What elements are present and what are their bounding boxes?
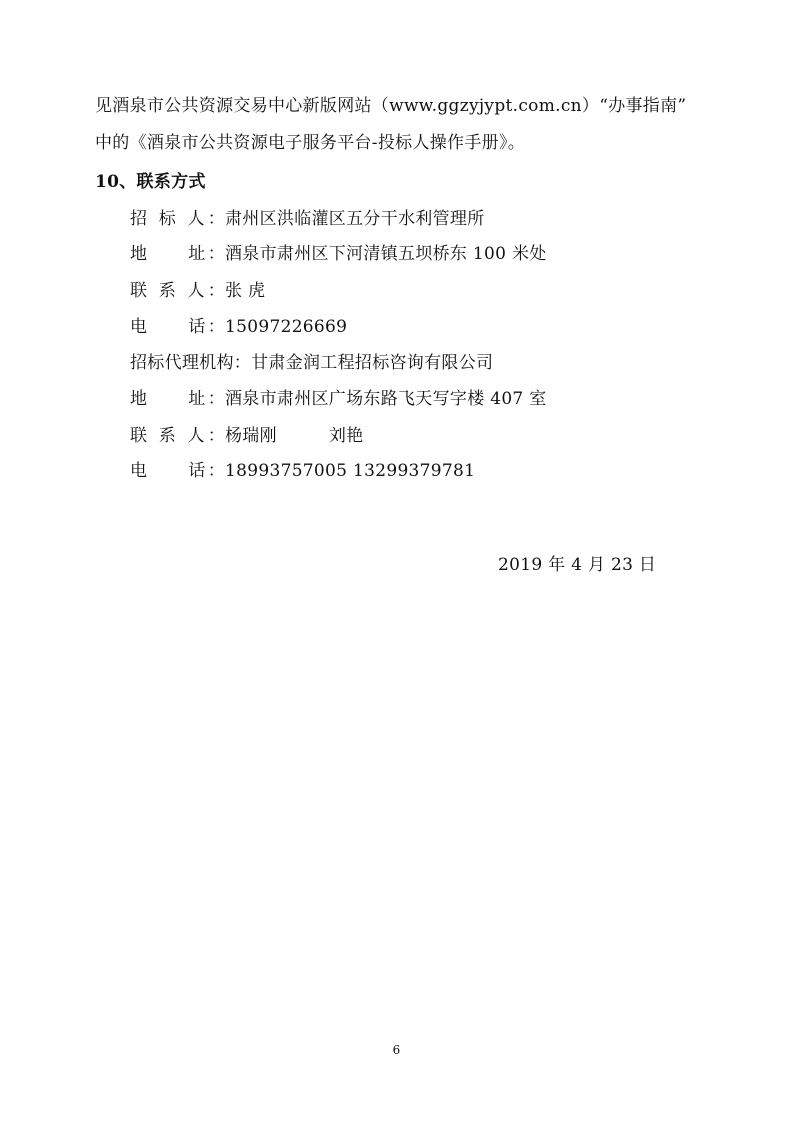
tenderer-address-row <box>130 243 547 265</box>
tenderer-contact-value: 张 虎 <box>225 281 266 301</box>
agency-address-value: 酒泉市肃州区广场东路飞天写字楼 407 室 <box>225 389 547 409</box>
tenderer-phone-row <box>130 316 347 338</box>
intro-line-2: 中的《酒泉市公共资源电子服务平台-投标人操作手册》。 <box>95 133 526 153</box>
agency-contact-row <box>130 425 364 447</box>
tenderer-contact-label: 联 系 人： <box>130 281 225 301</box>
tenderer-phone-label: 电 话： <box>130 317 225 337</box>
agency-contact-value-2: 刘艳 <box>328 426 364 446</box>
intro-line-1: 见酒泉市公共资源交易中心新版网站（www.ggzyjypt.com.cn）“办事指南” <box>95 96 687 116</box>
agency-phone-value: 18993757005 13299379781 <box>225 461 476 481</box>
agency-label: 招标代理机构： <box>130 353 252 373</box>
agency-value: 甘肃金润工程招标咨询有限公司 <box>251 353 494 373</box>
agency-row <box>130 352 493 374</box>
agency-phone-label: 电 话： <box>130 461 225 481</box>
agency-contact-label: 联 系 人： <box>130 426 225 446</box>
agency-contact-value-1: 杨瑞刚 <box>225 426 277 446</box>
tenderer-address-label: 地 址： <box>130 244 225 264</box>
tenderer-address-value: 酒泉市肃州区下河清镇五坝桥东 100 米处 <box>225 244 547 264</box>
tenderer-contact-row <box>130 280 265 302</box>
agency-phone-row <box>130 460 475 482</box>
agency-address-row <box>130 388 547 410</box>
page-number: 6 <box>392 1043 401 1057</box>
tenderer-label: 招 标 人： <box>130 209 225 229</box>
section-heading: 10、联系方式 <box>95 172 206 192</box>
tenderer-value: 肃州区洪临灌区五分干水利管理所 <box>225 209 485 229</box>
agency-address-label: 地 址： <box>130 389 225 409</box>
tenderer-phone-value: 15097226669 <box>225 317 348 337</box>
tenderer-row <box>130 208 485 230</box>
document-date: 2019 年 4 月 23 日 <box>498 555 657 575</box>
